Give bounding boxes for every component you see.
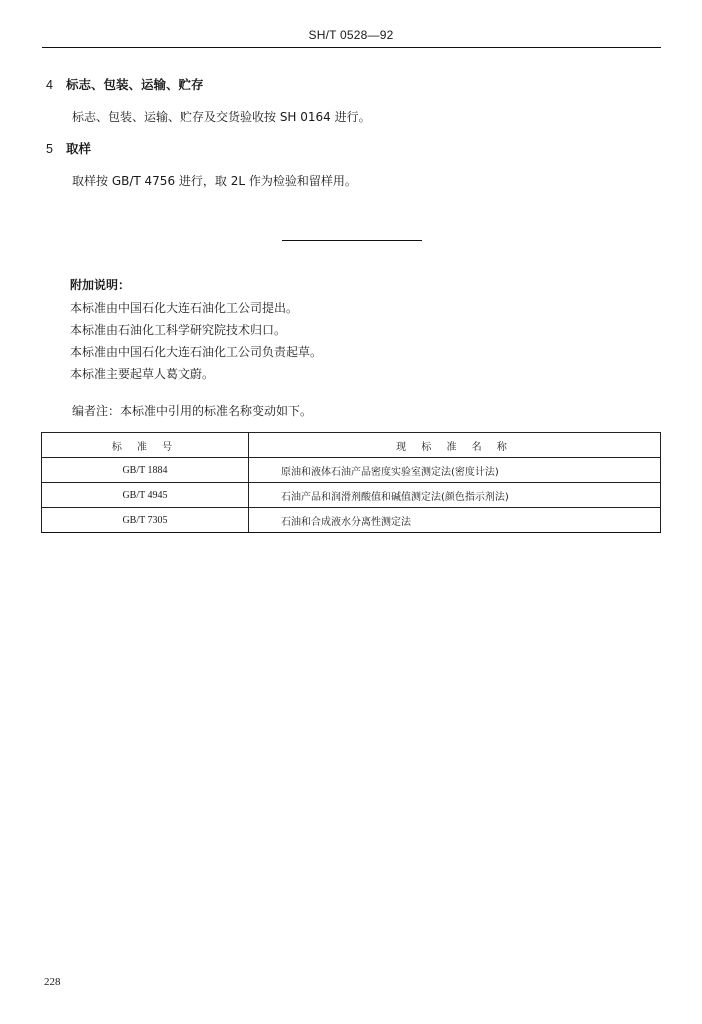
table-header-row [42, 433, 661, 458]
section-4-title: 标志、包装、运输、贮存 [66, 77, 204, 92]
section-5-title: 取样 [66, 141, 92, 156]
additional-notes-title: 附加说明： [70, 278, 131, 292]
page-number: 228 [44, 976, 61, 988]
document-code-header: SH/T 0528—92 [308, 28, 394, 42]
column-header-name: 现 标 准 名 称 [249, 433, 661, 458]
editor-note: 编者注：本标准中引用的标准名称变动如下。 [72, 404, 313, 418]
standard-name-cell: 原油和液体石油产品密度实验室测定法(密度计法) [249, 458, 661, 483]
standard-code-cell: GB/T 4945 [42, 483, 249, 508]
table-row [42, 458, 661, 483]
header-divider [42, 47, 661, 48]
additional-note-line: 本标准由石油化工科学研究院技术归口。 [70, 323, 287, 337]
section-4-heading [46, 75, 204, 93]
table-row [42, 483, 661, 508]
column-header-code: 标 准 号 [42, 433, 249, 458]
section-4-number: 4 [46, 78, 53, 92]
section-5-text: 取样按 GB/T 4756 进行，取 2L 作为检验和留样用。 [72, 174, 357, 188]
additional-note-line: 本标准由中国石化大连石油化工公司提出。 [70, 301, 299, 315]
standard-code-cell: GB/T 7305 [42, 508, 249, 533]
standard-code-cell: GB/T 1884 [42, 458, 249, 483]
section-4-text: 标志、包装、运输、贮存及交货验收按 SH 0164 进行。 [72, 110, 371, 124]
standard-name-cell: 石油产品和润滑剂酸值和碱值测定法(颜色指示剂法) [249, 483, 661, 508]
end-of-standard-rule [282, 240, 422, 241]
standard-name-cell: 石油和合成液水分离性测定法 [249, 508, 661, 533]
additional-note-line: 本标准由中国石化大连石油化工公司负责起草。 [70, 345, 323, 359]
section-5-number: 5 [46, 142, 53, 156]
standards-table [41, 432, 661, 533]
additional-note-line: 本标准主要起草人葛文蔚。 [70, 367, 215, 381]
section-5-heading [46, 139, 91, 157]
table-row [42, 508, 661, 533]
